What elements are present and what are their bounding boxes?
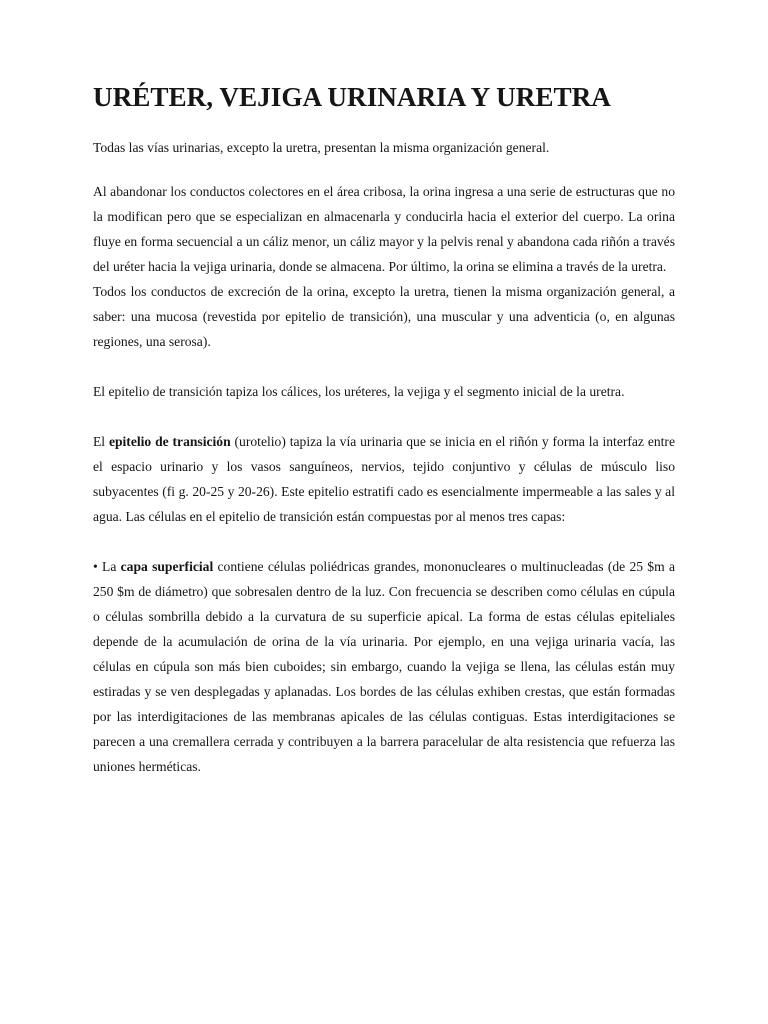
document-title: URÉTER, VEJIGA URINARIA Y URETRA bbox=[93, 82, 611, 112]
document-page bbox=[93, 82, 675, 779]
intro-paragraph: Todas las vías urinarias, excepto la uretra, presentan la misma organización general. bbox=[93, 140, 550, 155]
ducts-paragraph: Todos los conductos de excreción de la orina, excepto la uretra, tienen la misma organización general, a saber: una mucosa (revestida por epitelio de transición), una muscular y una adventicia (o, en algunas regiones, una serosa). bbox=[93, 284, 675, 349]
surface-layer-bullet-paragraph bbox=[93, 554, 675, 779]
paragraph-lead-text: El bbox=[93, 434, 109, 449]
paragraph-body-text: (urotelio) tapiza la vía urinaria que se inicia en el riñón y forma la interfaz entre el espacio urinario y los vasos sanguíneos, nervios, tejido conjuntivo y células de músculo liso subyacentes (fi g. 20-25 y 20-26). Este epitelio estratifi cado es esencialmente impermeable a las sales y al agua. Las células en el epitelio de transición están compuestas por al menos tres capas: bbox=[93, 434, 675, 524]
bullet-lead-text: • La bbox=[93, 559, 121, 574]
bullet-body-text: contiene células poliédricas grandes, mononucleares o multinucleadas (de 25 $m a 250 $m de diámetro) que sobresalen dentro de la luz. Con frecuencia se describen como células en cúpula o células sombrilla debido a la curvatura de su superficie apical. La forma de estas células epiteliales depende de la acumulación de orina de la vía urinaria. Por ejemplo, en una vejiga urinaria vacía, las células en cúpula son más bien cuboides; sin embargo, cuando la vejiga se llena, las células están muy estiradas y se ven desplegadas y aplanadas. Los bordes de las células exhiben crestas, que están formadas por las interdigitaciones de las membranas apicales de las células contiguas. Estas interdigitaciones se parecen a una cremallera cerrada y contribuyen a la barrera paracelular de alta resistencia que refuerza las uniones herméticas. bbox=[93, 559, 675, 774]
bold-term-epitelio: epitelio de transición bbox=[108, 434, 231, 449]
bold-term-capa: capa superficial bbox=[120, 559, 214, 574]
urine-flow-paragraph: Al abandonar los conductos colectores en el área cribosa, la orina ingresa a una serie de estructuras que no la modifican pero que se especializan en almacenarla y conducirla hacia el exterior del cuerpo. La orina fluye en forma secuencial a un cáliz menor, un cáliz mayor y la pelvis renal y abandona cada riñón a través del uréter hacia la vejiga urinaria, donde se almacena. Por último, la orina se elimina a través de la uretra. bbox=[93, 184, 675, 274]
transitional-epithelium-summary-paragraph: El epitelio de transición tapiza los cálices, los uréteres, la vejiga y el segmento inicial de la uretra. bbox=[93, 384, 625, 399]
transitional-epithelium-paragraph bbox=[93, 429, 675, 529]
